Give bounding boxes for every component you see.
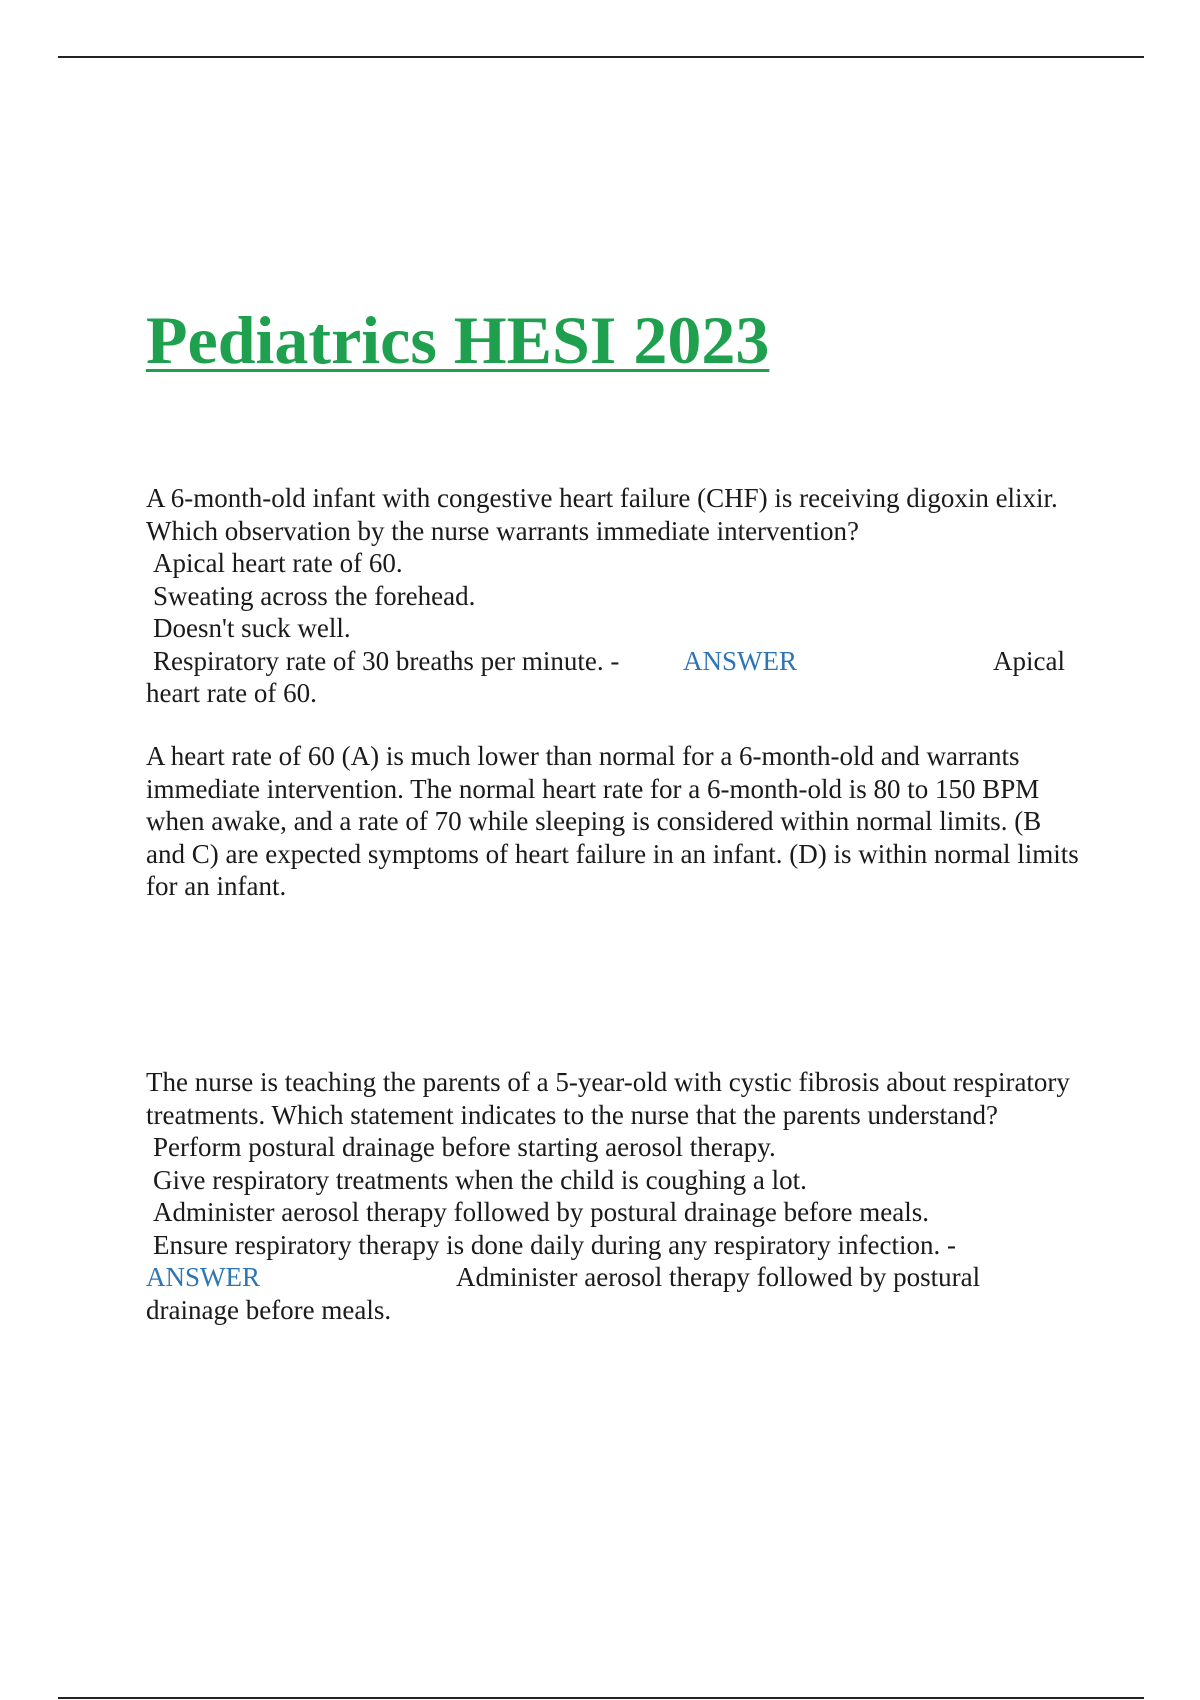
question-1-answer-label: ANSWER <box>683 645 797 676</box>
bottom-rule <box>58 1697 1144 1699</box>
question-1-answer-text: Apical <box>993 645 1065 676</box>
question-1 <box>146 482 1086 710</box>
question-1-answer-line <box>146 645 1086 678</box>
question-2 <box>146 1066 1086 1326</box>
question-2-answer-line <box>146 1261 1086 1294</box>
question-1-option-c: Doesn't suck well. <box>153 613 351 643</box>
question-2-answer-text-continued: drainage before meals. <box>146 1294 392 1325</box>
question-2-option-b: Give respiratory treatments when the child is coughing a lot. <box>153 1164 807 1195</box>
question-1-option-a: Apical heart rate of 60. <box>153 548 403 578</box>
question-1-stem: A 6-month-old infant with congestive heart failure (CHF) is receiving digoxin elixir. Which observation by the nurse warrants immediate intervention? <box>146 483 1058 546</box>
question-2-option-c: Administer aerosol therapy followed by postural drainage before meals. <box>153 1197 929 1227</box>
question-1-option-b: Sweating across the forehead. <box>153 580 476 611</box>
question-2-option-d: Ensure respiratory therapy is done daily during any respiratory infection. - <box>153 1229 956 1260</box>
question-2-answer-label: ANSWER <box>146 1262 260 1292</box>
top-rule <box>58 56 1144 58</box>
question-2-stem: The nurse is teaching the parents of a 5-year-old with cystic fibrosis about respiratory treatments. Which statement indicates to the nurse that the parents understand? <box>146 1067 1070 1130</box>
question-1-option-d: Respiratory rate of 30 breaths per minute. - <box>153 645 620 676</box>
document-title: Pediatrics HESI 2023 <box>146 302 770 378</box>
question-1-rationale: A heart rate of 60 (A) is much lower than normal for a 6-month-old and warrants immediate intervention. The normal heart rate for a 6-month-old is 80 to 150 BPM when awake, and a rate of 70 while sleeping is considered within normal limits. (B and C) are expected symptoms of heart failure in an infant. (D) is within normal limits for an infant. <box>146 741 1079 901</box>
question-2-answer-text: Administer aerosol therapy followed by postural <box>456 1262 981 1292</box>
question-2-option-a: Perform postural drainage before starting aerosol therapy. <box>153 1132 776 1162</box>
question-1-answer-text-continued: heart rate of 60. <box>146 678 317 708</box>
